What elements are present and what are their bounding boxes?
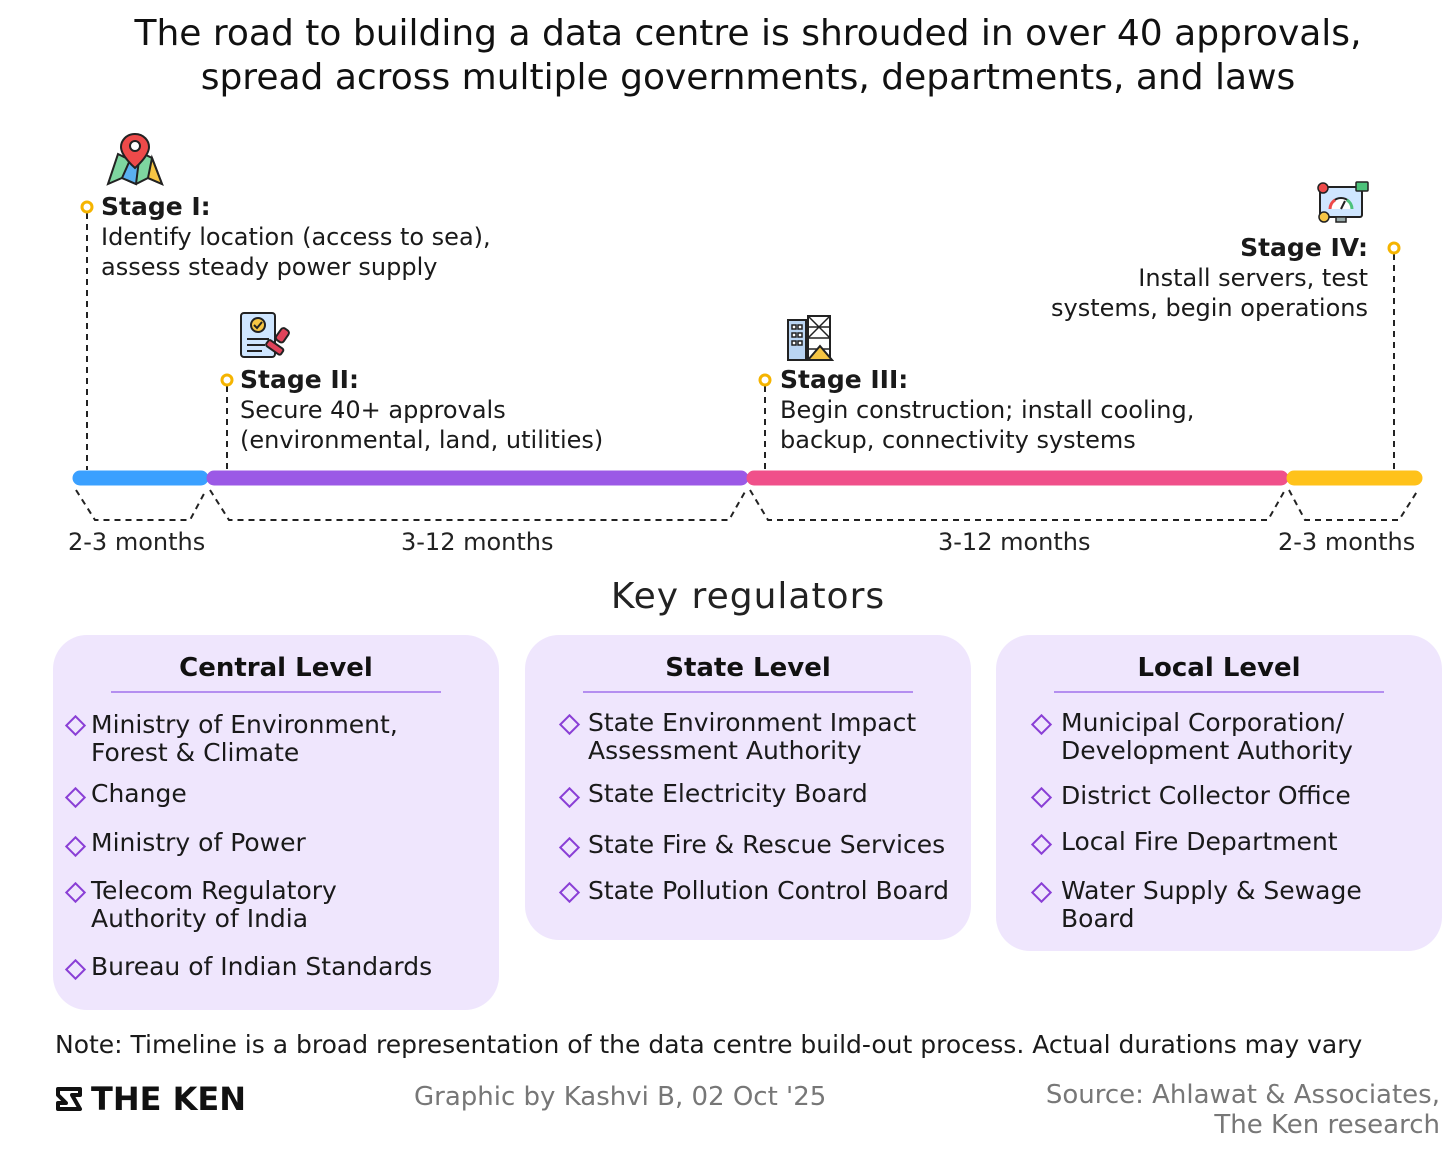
state-level-title: State Level [665,653,831,683]
diamond-bullet-icon [1031,714,1052,735]
title-line-2: spread across multiple governments, departments, and laws [200,57,1296,98]
local-item-1: Municipal Corporation/ Development Authority [1061,708,1353,765]
stage-3-description: Begin construction; install cooling, backup, connectivity systems [780,396,1195,454]
central-level-divider [111,691,441,693]
diamond-bullet-icon [65,836,86,857]
stage-1 [101,192,491,282]
central-item-3: Ministry of Power [91,828,306,857]
map-pin-icon [104,132,166,188]
diamond-bullet-icon [559,882,580,903]
construction-building-icon [784,312,834,362]
diamond-bullet-icon [559,837,580,858]
monitor-dashboard-icon [1316,181,1370,227]
duration-bracket-2 [210,490,746,520]
state-item-4: State Pollution Control Board [588,876,949,905]
logo-text: THE KEN [91,1080,247,1118]
stage-1-description: Identify location (access to sea), assess steady power supply [101,223,491,281]
central-level-card [53,635,499,1010]
diamond-bullet-icon [65,959,86,980]
duration-bracket-1 [76,490,206,520]
source-credit: Source: Ahlawat & Associates, The Ken research [1045,1080,1440,1140]
stage-2 [240,365,603,455]
diamond-bullet-icon [559,714,580,735]
stage-2-name: Stage II: [240,365,359,394]
title-line-1: The road to building a data centre is shrouded in over 40 approvals, [134,13,1362,54]
local-level-title: Local Level [1137,653,1301,683]
state-item-2: State Electricity Board [588,779,868,808]
duration-label-4: 2-3 months [1278,528,1416,556]
diamond-bullet-icon [559,787,580,808]
the-ken-logo [55,1080,246,1118]
diamond-bullet-icon [65,787,86,808]
key-regulators-heading: Key regulators [610,576,886,617]
stage-1-name: Stage I: [101,192,211,221]
duration-label-3: 3-12 months [938,528,1091,556]
central-item-4: Telecom Regulatory Authority of India [91,876,337,933]
duration-bracket-3 [750,490,1285,520]
state-item-1: State Environment Impact Assessment Authority [588,708,917,765]
local-level-divider [1054,691,1384,693]
diamond-bullet-icon [1031,834,1052,855]
state-item-3: State Fire & Rescue Services [588,830,946,859]
diamond-bullet-icon [65,882,86,903]
diamond-bullet-icon [65,715,86,736]
approval-stamp-icon [238,310,292,362]
duration-bracket-4 [1289,490,1418,520]
diamond-bullet-icon [1031,787,1052,808]
local-item-2: District Collector Office [1061,781,1351,810]
graphic-credit: Graphic by Kashvi B, 02 Oct '25 [414,1082,827,1112]
stage-3-name: Stage III: [780,365,909,394]
duration-label-1: 2-3 months [68,528,206,556]
local-level-card [996,635,1442,951]
ken-logo-icon [55,1085,83,1113]
central-item-5: Bureau of Indian Standards [91,952,433,981]
stage-4 [1051,233,1368,323]
stage-4-marker [1389,243,1399,253]
local-item-4: Water Supply & Sewage Board [1061,876,1362,933]
diamond-bullet-icon [1031,882,1052,903]
stage-4-description: Install servers, test systems, begin operations [1050,264,1368,322]
state-level-divider [583,691,913,693]
duration-label-2: 3-12 months [401,528,554,556]
central-level-title: Central Level [179,653,373,683]
local-item-3: Local Fire Department [1061,827,1338,856]
stage-3-marker [760,375,770,385]
footnote: Note: Timeline is a broad representation of the data centre build-out process. Actual durations may vary [55,1030,1363,1059]
stage-1-marker [82,202,92,212]
state-level-card [525,635,971,940]
stage-2-marker [222,375,232,385]
stage-3 [780,365,1194,455]
central-item-1: Ministry of Environment, Forest & Climate [91,710,398,767]
central-item-2: Change [91,779,187,808]
stage-2-description: Secure 40+ approvals (environmental, land, utilities) [240,396,604,454]
stage-4-name: Stage IV: [1240,233,1368,262]
